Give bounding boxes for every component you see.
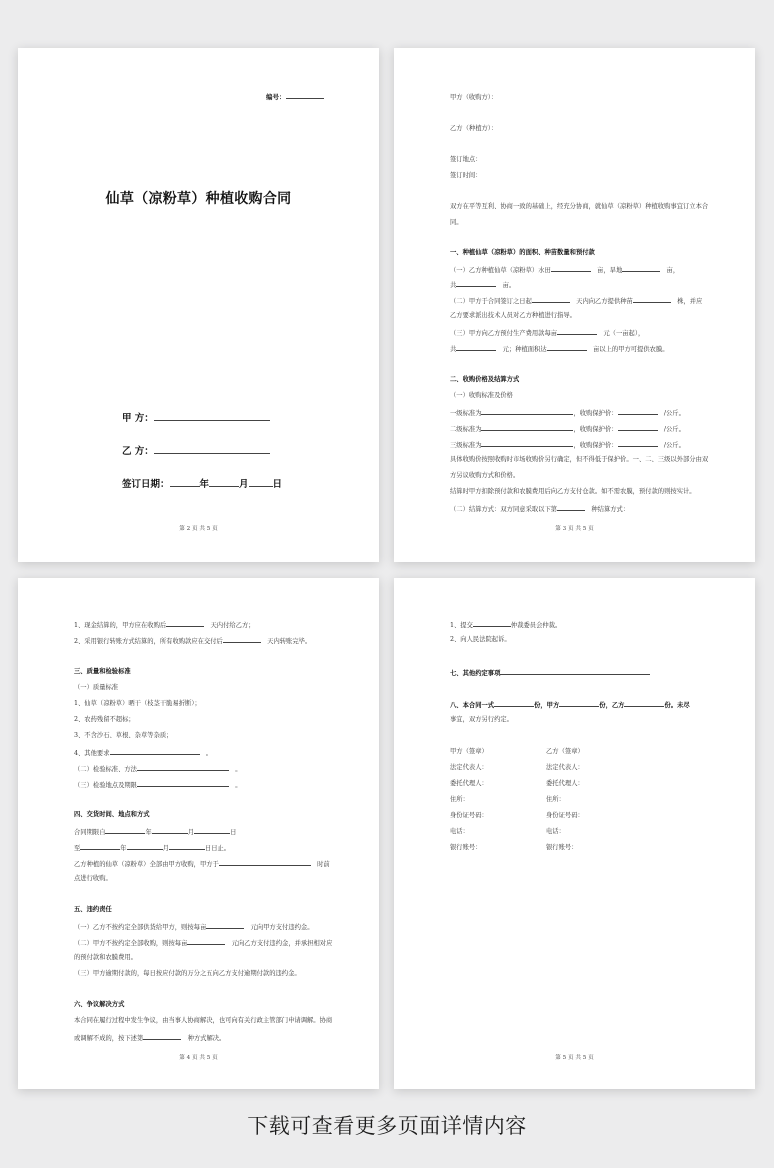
clause-line: 2、农药残留不超标； [74,716,135,723]
clause-line: 1、提交 仲裁委员会仲裁。 [450,622,562,629]
clause-line: （三）甲方向乙方预付生产费用款每亩 元（一亩起）， [450,330,645,337]
clause-line: 或调解不成的，按下述第 种方式解决。 [74,1035,226,1042]
clause-line: 2、采用银行转账方式结算的，所有收购款应在交付后 天内转账完毕。 [74,638,312,645]
grade-line: 一级标准为 ，收购保护价： /公斤。 [450,410,685,417]
section-heading: 八、本合同一式 份，甲方 份，乙方 份。未尽 [450,702,690,709]
page-footer: 第 3 页 共 5 页 [555,526,594,532]
clause-line: 乙方种植的仙草（凉粉草）全部由甲方收购，甲方于 时前 [74,861,330,868]
address-a: 住所： [450,796,469,803]
clause-line: 4、其他要求 。 [74,750,213,757]
clause-line: 2、向人民法院起诉。 [450,636,511,643]
clause-line: 事宜，双方另行约定。 [450,716,513,723]
contract-page-5 [394,578,755,1089]
party-b-line: 乙方（种植方）： [450,125,498,132]
clause-line: 3、不含沙石、草根、杂草等杂质； [74,732,173,739]
clause-line: （三）检验地点及期限 。 [74,782,242,789]
bank-account-b: 银行账号： [546,844,578,851]
contract-number: 编号： [266,92,324,101]
clause-line: 点进行收购。 [74,875,112,882]
party-b-signature: 乙 方： [122,443,270,457]
party-b-seal: 乙方（签章） [546,748,584,755]
clause-line: 本合同在履行过程中发生争议，由当事人协商解决，也可向有关行政主管部门申请调解。协商 [74,1017,333,1024]
clause-line: （一）乙方种植仙草（凉粉草）水田 亩，旱地 亩， [450,267,680,274]
phone-a: 电话： [450,828,469,835]
clause-line: 共 亩。 [450,282,516,289]
sign-time: 签订时间： [450,172,482,179]
contract-page-4 [18,578,379,1089]
id-number-a: 身份证号码： [450,812,488,819]
clause-line: 1、现金结算的，甲方应在收购后 天内付给乙方； [74,622,255,629]
page-footer: 第 2 页 共 5 页 [179,526,218,532]
agent-b: 委托代理人： [546,780,584,787]
contract-page-2 [18,48,379,562]
preamble: 双方在平等互利、协商一致的基础上，经充分协商，就仙草（凉粉草）种植收购事宜订立本合 [450,203,709,210]
contract-page-3 [394,48,755,562]
party-a-seal: 甲方（签章） [450,748,488,755]
sign-place: 签订地点： [450,156,482,163]
clause-line: 的预付款和农膜费用。 [74,954,137,961]
clause-line: 1、仙草（凉粉草）晒干（枝茎干脆易折断）； [74,700,201,707]
legal-rep-b: 法定代表人： [546,764,584,771]
section-heading: 五、违约责任 [74,906,112,913]
clause-line: 结算时甲方扣除预付款和农膜费用后向乙方支付仓款。如不需农膜，预付款的则按实计。 [450,488,696,495]
clause-line: （二）甲方于合同签订之日起 天内向乙方提供种苗 株，并应 [450,298,703,305]
clause-line: 共 元；种植面积达 亩以上的甲方可提供农膜。 [450,346,669,353]
contract-title: 仙草（凉粉草）种植收购合同 [105,191,292,207]
address-b: 住所： [546,796,565,803]
section-heading: 二、收购价格及结算方式 [450,376,520,383]
grade-line: 三级标准为 ，收购保护价： /公斤。 [450,442,685,449]
section-heading: 一、种植仙草（凉粉草）的面积、种苗数量和预付款 [450,249,595,256]
section-heading: 六、争议解决方式 [74,1001,125,1008]
section-heading: 七、其他约定事项 [450,668,650,678]
clause-line: （二）甲方不按约定全部收购，则按每亩 元向乙方支付违约金，并承担相对应 [74,940,333,947]
legal-rep-a: 法定代表人： [450,764,488,771]
clause-line: （二）检验标准、方法 。 [74,766,242,773]
id-number-b: 身份证号码： [546,812,584,819]
page-footer: 第 5 页 共 5 页 [555,1055,594,1061]
clause-line: （一）乙方不按约定全部供货给甲方，则按每亩 元向甲方支付违约金。 [74,924,314,931]
clause-line: （二）结算方式：双方同意采取以下第 种结算方式： [450,506,630,513]
agent-a: 委托代理人： [450,780,488,787]
clause-line: （一）质量标准 [74,684,119,691]
bank-account-a: 银行账号： [450,844,482,851]
clause-line: 至 年 月 日日止。 [74,845,231,852]
party-a-line: 甲方（收购方）： [450,94,498,101]
clause-line: 乙方要求派出技术人员对乙方种植进行指导。 [450,312,576,319]
page-footer: 第 4 页 共 5 页 [179,1055,218,1061]
clause-line: 合同期限自 年 月 日 [74,829,237,836]
download-caption: 下载可查看更多页面详情内容 [247,1114,527,1138]
section-heading: 三、质量和检验标准 [74,668,131,675]
preamble-cont: 同。 [450,219,463,226]
clause-line: （一）收购标准及价格 [450,392,513,399]
clause-line: 具体收购价按照收购时市场收购价另行确定，但不得低于保护价。一、二、三级以外部分由双 [450,456,709,463]
sign-date: 签订日期： 年 月 日 [122,479,283,490]
party-a-signature: 甲 方： [122,410,270,424]
grade-line: 二级标准为 ，收购保护价： /公斤。 [450,426,685,433]
section-heading: 四、交货时间、地点和方式 [74,811,150,818]
clause-line: 方另议收购方式和价格。 [450,472,520,479]
phone-b: 电话： [546,828,565,835]
clause-line: （三）甲方逾期付款的，每日按应付款的万分之五向乙方支付逾期付款的违约金。 [74,970,301,977]
